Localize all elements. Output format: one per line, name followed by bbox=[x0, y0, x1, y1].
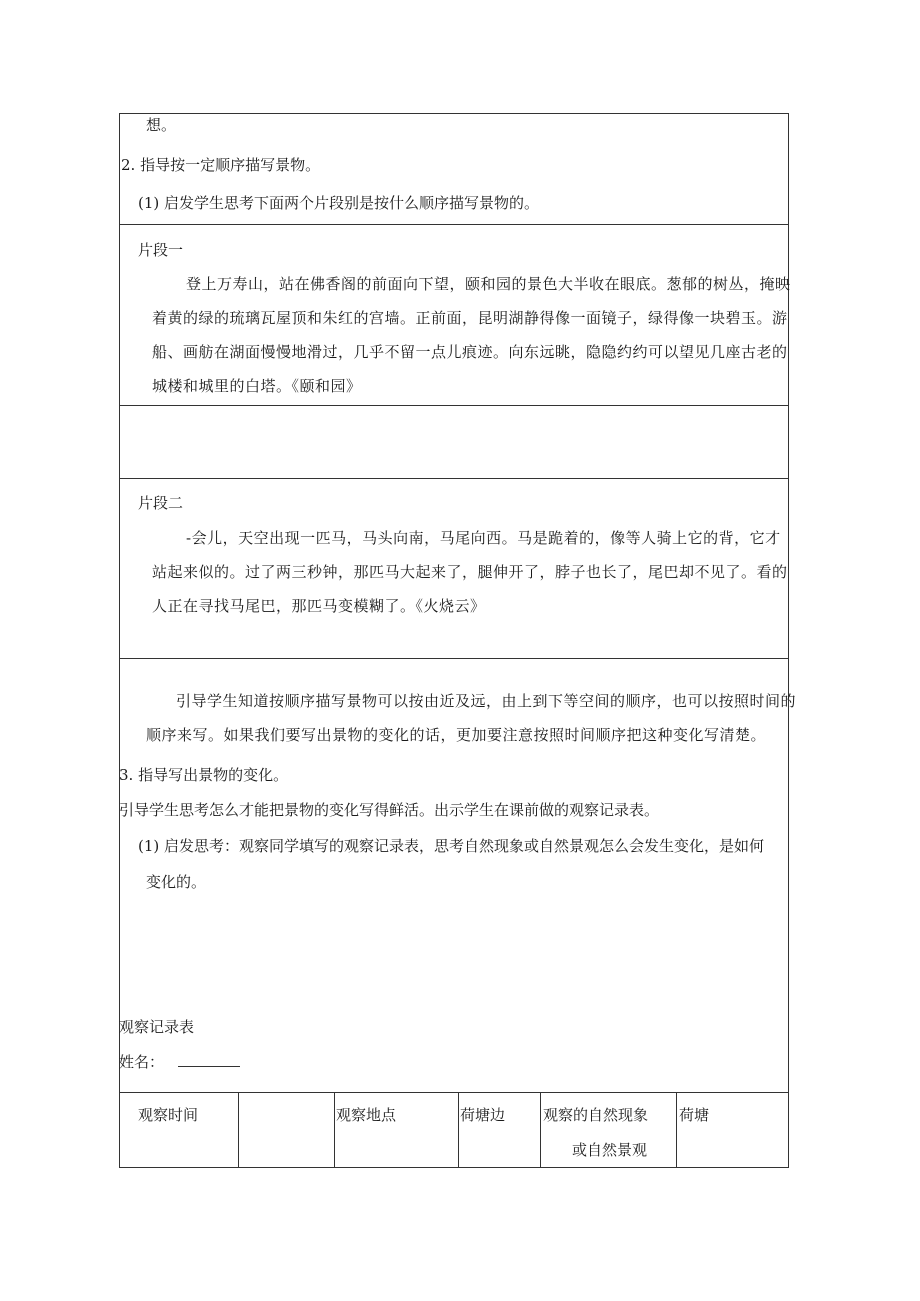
cell-place-label: 观察地点 bbox=[336, 1106, 397, 1124]
fragment-1-line: 城楼和城里的白塔。《颐和园》 bbox=[152, 377, 362, 395]
cell-phenomenon-value: 荷塘 bbox=[679, 1106, 710, 1124]
fragment-1-line: 船、画舫在湖面慢慢地滑过，几乎不留一点儿痕迹。向东远眺，隐隐约约可以望见几座古老的 bbox=[152, 343, 788, 361]
fragment-2-line: 人正在寻找马尾巴，那匹马变模糊了。《火烧云》 bbox=[152, 597, 486, 615]
table-column-border bbox=[458, 1092, 459, 1168]
section-item-3-intro: 引导学生思考怎么才能把景物的变化写得鲜活。出示学生在课前做的观察记录表。 bbox=[119, 801, 660, 819]
fragment-1-label: 片段一 bbox=[138, 241, 184, 259]
table-top-border bbox=[119, 1092, 789, 1093]
name-label: 姓名： bbox=[119, 1053, 165, 1071]
divider bbox=[119, 224, 789, 225]
cell-place-value: 荷塘边 bbox=[460, 1106, 506, 1124]
fragment-1-line: 着黄的绿的琉璃瓦屋顶和朱红的宫墙。正前面，昆明湖静得像一面镜子，绿得像一块碧玉。游 bbox=[152, 309, 788, 327]
table-column-border bbox=[540, 1092, 541, 1168]
fragment-1-line: 登上万寿山，站在佛香阁的前面向下望，颐和园的景色大半收在眼底。葱郁的树丛，掩映 bbox=[186, 275, 791, 293]
guide-line: 顺序来写。如果我们要写出景物的变化的话，更加要注意按照时间顺序把这种变化写清楚。 bbox=[146, 726, 767, 744]
record-title: 观察记录表 bbox=[119, 1018, 195, 1036]
fragment-2-line: -会儿，天空出现一匹马，马头向南，马尾向西。马是跪着的，像等人骑上它的背，它才 bbox=[186, 529, 781, 547]
section-item-2: 2. 指导按一定顺序描写景物。 bbox=[121, 156, 321, 174]
continued-text: 想。 bbox=[146, 116, 177, 134]
fragment-2-text bbox=[152, 521, 792, 623]
section-item-3-1: (1) 启发思考：观察同学填写的观察记录表，思考自然现象或自然景观怎么会发生变化，是如何 bbox=[138, 837, 765, 855]
fragment-2-line: 站起来似的。过了两三秒钟，那匹马大起来了，腿伸开了，脖子也长了，尾巴却不见了。看的 bbox=[152, 563, 788, 581]
divider bbox=[119, 405, 789, 406]
fragment-2-label: 片段二 bbox=[138, 494, 184, 512]
cell-phenomenon-label-cont: 或自然景观 bbox=[572, 1141, 648, 1159]
table-column-border bbox=[334, 1092, 335, 1168]
guide-line: 引导学生知道按顺序描写景物可以按由近及远，由上到下等空间的顺序，也可以按照时间的 bbox=[176, 692, 797, 710]
table-column-border bbox=[676, 1092, 677, 1168]
guide-text bbox=[146, 684, 797, 752]
cell-phenomenon-label: 观察的自然现象 bbox=[543, 1106, 649, 1124]
section-item-3-1-cont: 变化的。 bbox=[146, 873, 207, 891]
divider bbox=[119, 658, 789, 659]
section-item-2-1: (1) 启发学生思考下面两个片段别是按什么顺序描写景物的。 bbox=[138, 194, 540, 212]
name-blank bbox=[178, 1052, 240, 1067]
table-column-border bbox=[238, 1092, 239, 1168]
name-field bbox=[119, 1052, 240, 1072]
divider bbox=[119, 478, 789, 479]
cell-time-label: 观察时间 bbox=[138, 1106, 199, 1124]
fragment-1-text bbox=[152, 267, 792, 403]
section-item-3: 3. 指导写出景物的变化。 bbox=[119, 766, 289, 784]
